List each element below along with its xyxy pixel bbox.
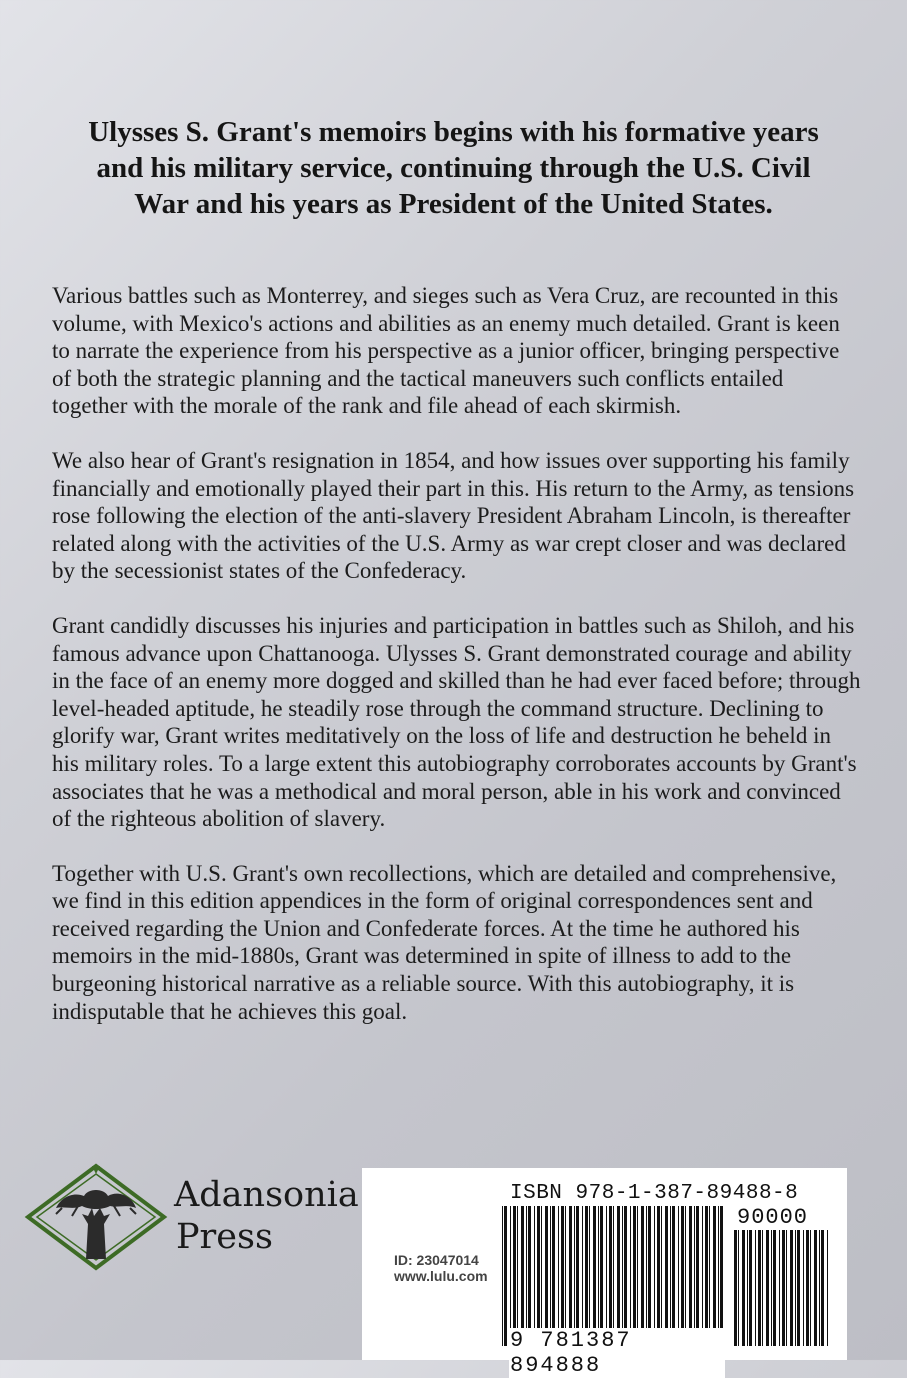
barcode-bar — [803, 1230, 804, 1346]
barcode-bar — [734, 1230, 737, 1346]
barcode-bar — [709, 1206, 710, 1346]
barcode-bar — [694, 1206, 695, 1346]
barcode-bar — [545, 1206, 548, 1346]
barcode-bar — [742, 1230, 745, 1346]
barcode-bar — [617, 1206, 620, 1346]
isbn-label: ISBN 978-1-387-89488-8 — [510, 1182, 799, 1205]
barcode-bar — [705, 1206, 708, 1346]
barcode-bar — [749, 1230, 752, 1346]
barcode-bar — [782, 1230, 785, 1346]
barcode-bar — [657, 1206, 660, 1346]
publisher-name-line2: Press — [176, 1217, 273, 1257]
publisher-name — [174, 1174, 359, 1258]
barcode-bar — [747, 1230, 748, 1346]
barcode-bar — [598, 1206, 599, 1346]
barcode-bar — [582, 1206, 583, 1346]
barcode-bar — [646, 1206, 647, 1346]
barcode-bar — [648, 1206, 651, 1346]
barcode-bar — [790, 1230, 793, 1346]
publisher-logo — [22, 1162, 362, 1272]
barcode-bar — [738, 1230, 739, 1346]
barcode-bar — [696, 1206, 699, 1346]
barcode-bar — [685, 1206, 686, 1346]
barcode-bar — [762, 1230, 763, 1346]
baobab-tree-diamond-icon — [22, 1162, 170, 1272]
barcode-bar — [504, 1206, 507, 1346]
barcode-bar — [821, 1230, 824, 1346]
publisher-name-line1: Adansonia — [174, 1175, 359, 1215]
barcode-bar — [633, 1206, 636, 1346]
barcode-bar — [806, 1230, 809, 1346]
barcode-bar — [585, 1206, 588, 1346]
barcode-bar — [576, 1206, 579, 1346]
barcode-bar — [773, 1230, 776, 1346]
barcode-bar — [827, 1230, 828, 1346]
barcode-bar — [534, 1206, 535, 1346]
barcode-bar — [810, 1230, 811, 1346]
barcode-bar — [589, 1206, 590, 1346]
barcode-bar — [537, 1206, 540, 1346]
barcode-bar — [718, 1206, 719, 1346]
blurb-paragraph-1: Various battles such as Monterrey, and sieges such as Vera Cruz, are recounted in this volume, with Mexico's actions and abilities as an enemy much detailed. Grant is keen to narrate the experience from his perspective as a junior officer, bringing perspective of both the strategic planning and the tactical maneuvers such conflicts entailed together with the morale of the rank and file ahead of each skirmish. — [52, 283, 840, 419]
barcode-bar — [606, 1206, 607, 1346]
barcode-bar — [513, 1206, 516, 1346]
barcode-bar — [665, 1206, 668, 1346]
barcode-bar — [630, 1206, 631, 1346]
barcode-bar — [528, 1206, 531, 1346]
barcode-digits: 9 781387 894888 — [509, 1328, 725, 1378]
barcode-bar — [574, 1206, 575, 1346]
barcode-bar — [510, 1206, 511, 1346]
barcode-bar — [678, 1206, 679, 1346]
barcode-bar — [561, 1206, 564, 1346]
barcode-bar — [541, 1206, 542, 1346]
barcode-bar — [521, 1206, 524, 1346]
barcode-bar — [654, 1206, 655, 1346]
barcode-bar — [609, 1206, 612, 1346]
barcode-bar — [613, 1206, 614, 1346]
barcode-bar — [681, 1206, 684, 1346]
blurb-text — [52, 282, 862, 1052]
barcode-bar — [552, 1206, 555, 1346]
price-code: 90000 — [737, 1205, 809, 1230]
barcode-panel — [362, 1168, 847, 1378]
blurb-paragraph-4: Together with U.S. Grant's own recollections, which are detailed and comprehensive, we find in this edition appendices in the form of original correspondences sent and received regarding the Union and Confederate forces. At the time he authored his memoirs in the mid-1880s, Grant was determined in spite of illness to add to the burgeoning historical narrative as a reliable source. With this autobiography, it is indisputable that he achieves this goal. — [52, 860, 837, 1024]
barcode-bar — [502, 1206, 503, 1346]
lulu-url: www.lulu.com — [394, 1268, 488, 1284]
barcode-bar — [593, 1206, 596, 1346]
barcode-bar — [795, 1230, 796, 1346]
barcode-bar — [771, 1230, 772, 1346]
barcode-bar — [641, 1206, 644, 1346]
barcode-bar — [766, 1230, 769, 1346]
barcode-bar — [637, 1206, 638, 1346]
barcode-bar — [689, 1206, 692, 1346]
blurb-paragraph-2: We also hear of Grant's resignation in 1854, and how issues over supporting his family financially and emotionally played their part in this. His return to the Army, as tensions rose following the election of the anti-slavery President Abraham Lincoln, is thereafter related along with the activities of the U.S. Army as war crept closer and was declared by the secessionist states of the Confederacy. — [52, 447, 855, 584]
barcode-bar — [670, 1206, 671, 1346]
barcode-bar — [517, 1206, 518, 1346]
barcode-bar — [819, 1230, 820, 1346]
lulu-id — [394, 1252, 488, 1284]
barcode-bar — [526, 1206, 527, 1346]
barcode-bar — [569, 1206, 572, 1346]
barcode-bar — [661, 1206, 662, 1346]
barcode-bar — [797, 1230, 800, 1346]
blurb-paragraph-3: Grant candidly discusses his injuries and participation in battles such as Shiloh, and his famous advance upon Chattanooga. Ulysses S. Grant demonstrated courage and ability in the face of an enemy more dogged and skilled than he had ever faced before; through level-headed aptitude, he steadily rose through the command structure. Declining to glorify war, Grant writes meditatively on the loss of life and destruction he beheld in his military roles. To a large extent this autobiography corroborates accounts by Grant's associates that he was a methodical and moral person, able in his work and convinced of the righteous abolition of slavery. — [52, 612, 861, 832]
barcode-bar — [713, 1206, 716, 1346]
barcode-bar — [786, 1230, 787, 1346]
barcode-bar — [624, 1206, 627, 1346]
barcode-bar — [720, 1206, 723, 1346]
barcode-bar — [672, 1206, 675, 1346]
barcode-bar — [702, 1206, 703, 1346]
barcode-bar — [565, 1206, 566, 1346]
barcode-bar — [758, 1230, 761, 1346]
cover-headline: Ulysses S. Grant's memoirs begins with his formative years and his military service, continuing through the U.S. Civil War and his years as President of the United States. — [88, 116, 819, 220]
barcode-bar — [550, 1206, 551, 1346]
barcode-bar — [755, 1230, 756, 1346]
barcode-bar — [558, 1206, 559, 1346]
lulu-id-number: ID: 23047014 — [394, 1252, 479, 1268]
barcode-bar — [600, 1206, 603, 1346]
barcode-bar — [622, 1206, 623, 1346]
barcode-bar — [814, 1230, 817, 1346]
barcode-bar — [779, 1230, 780, 1346]
